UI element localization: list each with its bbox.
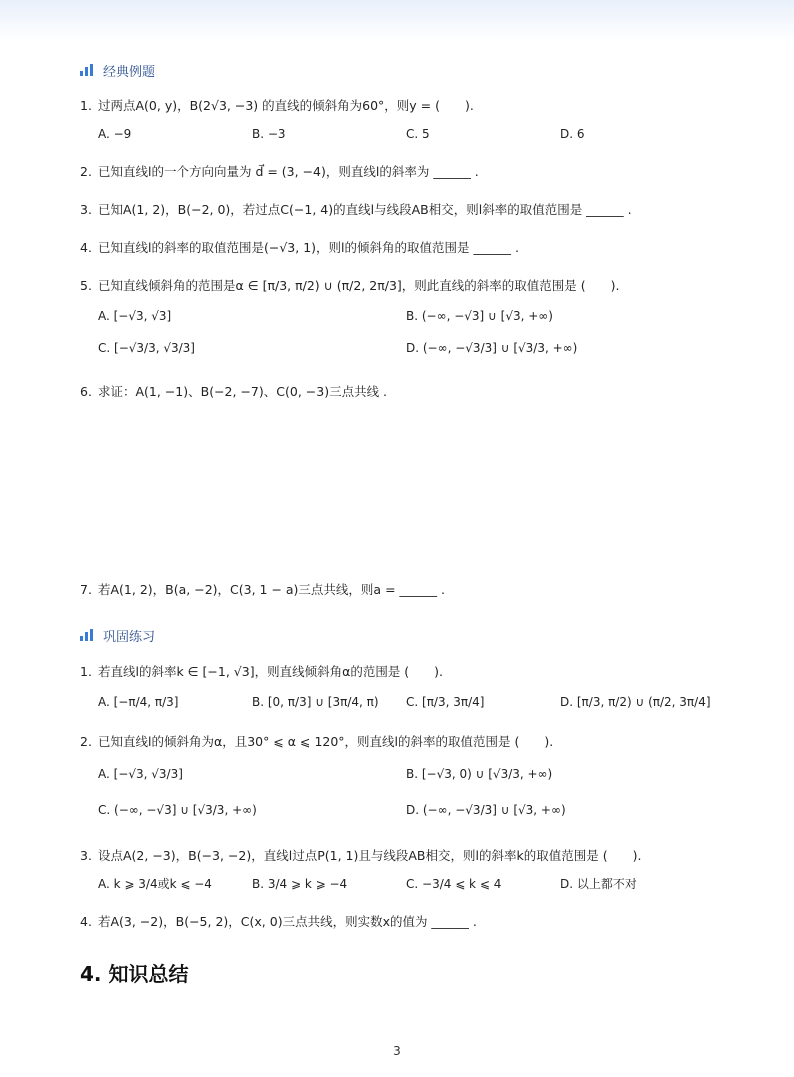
- section-title: 经典例题: [103, 64, 156, 80]
- section-heading-classic: [80, 60, 155, 80]
- question-text: 已知直线l的倾斜角为α，且30° ⩽ α ⩽ 120°，则直线l的斜率的取值范围是 ( ).: [98, 734, 554, 749]
- question-text: 已知A(1, 2)，B(−2, 0)，若过点C(−1, 4)的直线l与线段AB相交，则l斜率的取值范围是 ______ .: [98, 202, 632, 217]
- question-classic-4: 4. 已知直线l的斜率的取值范围是(−√3, 1)，则l的倾斜角的取值范围是 ______ .: [80, 240, 519, 255]
- option: A. −9: [98, 127, 132, 141]
- option: C. [π/3, 3π/4]: [406, 695, 485, 709]
- option: C. [−√3/3, √3/3]: [98, 341, 195, 355]
- question-text: 已知直线l的斜率的取值范围是(−√3, 1)，则l的倾斜角的取值范围是 ______ .: [98, 240, 519, 255]
- section-title: 巩固练习: [103, 629, 156, 645]
- option: B. (−∞, −√3] ∪ [√3, +∞): [406, 309, 553, 323]
- option: B. −3: [252, 127, 286, 141]
- question-text: 求证：A(1, −1)、B(−2, −7)、C(0, −3)三点共线 .: [98, 384, 388, 399]
- question-text: 已知直线l的一个方向向量为 d⃗ = (3, −4)，则直线l的斜率为 ______ .: [98, 164, 479, 179]
- bar-chart-icon: [80, 64, 93, 76]
- question-text: 若直线l的斜率k ∈ [−1, √3]，则直线倾斜角α的范围是 ( ).: [98, 664, 444, 679]
- question-classic-6: 6. 求证：A(1, −1)、B(−2, −7)、C(0, −3)三点共线 .: [80, 384, 388, 399]
- bar-chart-icon: [80, 629, 93, 641]
- option: D. (−∞, −√3/3] ∪ [√3, +∞): [406, 803, 566, 817]
- option: D. 6: [560, 127, 585, 141]
- option: B. [−√3, 0) ∪ [√3/3, +∞): [406, 767, 553, 781]
- question-text: 若A(1, 2)，B(a, −2)，C(3, 1 − a)三点共线，则a = ______ .: [98, 582, 445, 597]
- option: D. 以上都不对: [560, 877, 637, 891]
- option: A. [−√3, √3]: [98, 309, 172, 323]
- question-practice-1: 1. 若直线l的斜率k ∈ [−1, √3]，则直线倾斜角α的范围是 ( ).: [80, 664, 444, 679]
- option: D. [π/3, π/2) ∪ (π/2, 3π/4]: [560, 695, 711, 709]
- option: D. (−∞, −√3/3] ∪ [√3/3, +∞): [406, 341, 578, 355]
- question-text: 已知直线倾斜角的范围是α ∈ [π/3, π/2) ∪ (π/2, 2π/3]，则此直线的斜率的取值范围是 ( ).: [98, 278, 620, 293]
- option: C. (−∞, −√3] ∪ [√3/3, +∞): [98, 803, 257, 817]
- question-classic-5: 5. 已知直线倾斜角的范围是α ∈ [π/3, π/2) ∪ (π/2, 2π/3]，则此直线的斜率的取值范围是 ( ).: [80, 278, 620, 293]
- question-classic-3: 3. 已知A(1, 2)，B(−2, 0)，若过点C(−1, 4)的直线l与线段AB相交，则l斜率的取值范围是 ______ .: [80, 202, 632, 217]
- option: A. k ⩾ 3/4或k ⩽ −4: [98, 877, 212, 891]
- question-classic-1: 1. 过两点A(0, y)，B(2√3, −3) 的直线的倾斜角为60°，则y = ( ).: [80, 98, 474, 113]
- page-number: 3: [393, 1044, 401, 1058]
- option: A. [−√3, √3/3]: [98, 767, 183, 781]
- question-classic-2: 2. 已知直线l的一个方向向量为 d⃗ = (3, −4)，则直线l的斜率为 ______ .: [80, 164, 479, 179]
- question-classic-7: 7. 若A(1, 2)，B(a, −2)，C(3, 1 − a)三点共线，则a = ______ .: [80, 582, 445, 597]
- option: C. −3/4 ⩽ k ⩽ 4: [406, 877, 502, 891]
- question-practice-4: 4. 若A(3, −2)，B(−5, 2)，C(x, 0)三点共线，则实数x的值为 ______ .: [80, 914, 477, 929]
- question-text: 若A(3, −2)，B(−5, 2)，C(x, 0)三点共线，则实数x的值为 ______ .: [98, 914, 477, 929]
- header-band: [0, 0, 794, 42]
- option: A. [−π/4, π/3]: [98, 695, 179, 709]
- question-text: 过两点A(0, y)，B(2√3, −3) 的直线的倾斜角为60°，则y = ( ).: [98, 98, 474, 113]
- option: B. [0, π/3] ∪ [3π/4, π): [252, 695, 379, 709]
- section-heading-practice: [80, 625, 155, 645]
- question-practice-3: 3. 设点A(2, −3)，B(−3, −2)，直线l过点P(1, 1)且与线段AB相交，则l的斜率k的取值范围是 ( ).: [80, 848, 642, 863]
- question-text: 设点A(2, −3)，B(−3, −2)，直线l过点P(1, 1)且与线段AB相交，则l的斜率k的取值范围是 ( ).: [98, 848, 642, 863]
- summary-heading: 4. 知识总结: [80, 962, 189, 986]
- option: B. 3/4 ⩾ k ⩾ −4: [252, 877, 348, 891]
- question-practice-2: 2. 已知直线l的倾斜角为α，且30° ⩽ α ⩽ 120°，则直线l的斜率的取值范围是 ( ).: [80, 734, 554, 749]
- option: C. 5: [406, 127, 430, 141]
